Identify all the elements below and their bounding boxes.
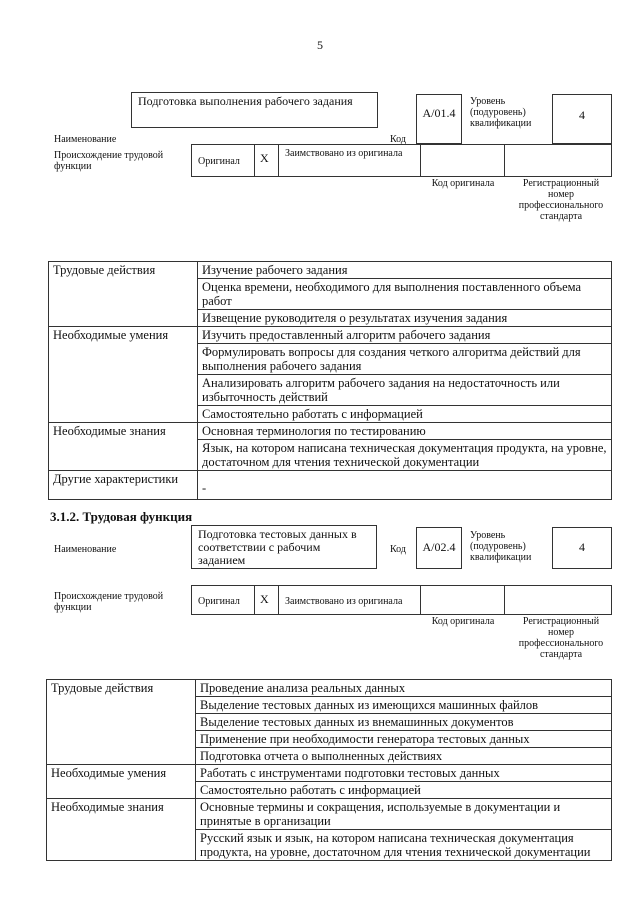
table-cell: Проведение анализа реальных данных bbox=[196, 680, 612, 697]
table-cell: Формулировать вопросы для создания четкого алгоритма действий для выполнения рабочего задания bbox=[198, 344, 612, 375]
characteristics-table-1 bbox=[48, 261, 612, 500]
table-cell: Выделение тестовых данных из внемашинных документов bbox=[196, 714, 612, 731]
reg-number-label: Регистрационный номер профессионального стандарта bbox=[518, 616, 604, 660]
level-label: Уровень (подуровень) квалификации bbox=[470, 96, 532, 129]
original-mark: X bbox=[260, 592, 269, 606]
table-cell: Изучить предоставленный алгоритм рабочего задания bbox=[198, 327, 612, 344]
original-label: Оригинал bbox=[198, 156, 240, 167]
function-name: Подготовка выполнения рабочего задания bbox=[131, 92, 378, 128]
table-cell: Применение при необходимости генератора тестовых данных bbox=[196, 731, 612, 748]
table-row bbox=[47, 765, 612, 782]
origin-label: Происхождение трудовой функции bbox=[54, 150, 164, 172]
original-mark: X bbox=[260, 151, 269, 165]
code-original-label: Код оригинала bbox=[431, 616, 495, 627]
table-row bbox=[49, 471, 612, 500]
characteristics-table-2 bbox=[46, 679, 612, 861]
table-row bbox=[49, 423, 612, 440]
row-label: Необходимые знания bbox=[49, 423, 198, 471]
table-cell: Основная терминология по тестированию bbox=[198, 423, 612, 440]
code-value: A/02.4 bbox=[416, 527, 462, 569]
borrowed-label: Заимствовано из оригинала bbox=[285, 596, 403, 607]
level-label: Уровень (подуровень) квалификации bbox=[470, 530, 532, 563]
table-cell: Работать с инструментами подготовки тестовых данных bbox=[196, 765, 612, 782]
table-cell: Оценка времени, необходимого для выполнения поставленного объема работ bbox=[198, 279, 612, 310]
table-cell: Анализировать алгоритм рабочего задания на недостаточность или избыточность действий bbox=[198, 375, 612, 406]
table-cell: Подготовка отчета о выполненных действиях bbox=[196, 748, 612, 765]
row-label: Трудовые действия bbox=[47, 680, 196, 765]
name-label: Наименование bbox=[54, 544, 117, 555]
table-row bbox=[49, 327, 612, 344]
function-name: Подготовка тестовых данных в соответствии с рабочим заданием bbox=[191, 525, 377, 569]
code-label: Код bbox=[390, 544, 406, 555]
borrowed-label: Заимствовано из оригинала bbox=[285, 148, 403, 159]
table-cell: Самостоятельно работать с информацией bbox=[198, 406, 612, 423]
section-title: 3.1.2. Трудовая функция bbox=[50, 509, 193, 524]
level-value: 4 bbox=[552, 527, 612, 569]
table-cell: Основные термины и сокращения, используемые в документации и принятые в организации bbox=[196, 799, 612, 830]
level-value: 4 bbox=[552, 94, 612, 144]
row-label: Трудовые действия bbox=[49, 262, 198, 327]
table-cell: Самостоятельно работать с информацией bbox=[196, 782, 612, 799]
row-label: Необходимые знания bbox=[47, 799, 196, 861]
original-label: Оригинал bbox=[198, 596, 240, 607]
code-value: A/01.4 bbox=[416, 94, 462, 144]
code-original-label: Код оригинала bbox=[431, 178, 495, 189]
row-label: Необходимые умения bbox=[47, 765, 196, 799]
table-cell: Изучение рабочего задания bbox=[198, 262, 612, 279]
origin-label: Происхождение трудовой функции bbox=[54, 591, 164, 613]
page-number: 5 bbox=[317, 38, 323, 52]
table-row bbox=[49, 262, 612, 279]
table-cell: - bbox=[198, 471, 612, 500]
name-label: Наименование bbox=[54, 134, 117, 145]
reg-number-label: Регистрационный номер профессионального стандарта bbox=[518, 178, 604, 222]
row-label: Другие характеристики bbox=[49, 471, 198, 500]
table-cell: Выделение тестовых данных из имеющихся машинных файлов bbox=[196, 697, 612, 714]
table-row bbox=[47, 799, 612, 830]
row-label: Необходимые умения bbox=[49, 327, 198, 423]
table-row bbox=[47, 680, 612, 697]
table-cell: Извещение руководителя о результатах изучения задания bbox=[198, 310, 612, 327]
table-cell: Язык, на котором написана техническая документация продукта, на уровне, достаточном для чтения технической документации bbox=[198, 440, 612, 471]
table-cell: Русский язык и язык, на котором написана техническая документация продукта, на уровне, достаточном для чтения технической документации bbox=[196, 830, 612, 861]
code-label: Код bbox=[390, 134, 406, 145]
